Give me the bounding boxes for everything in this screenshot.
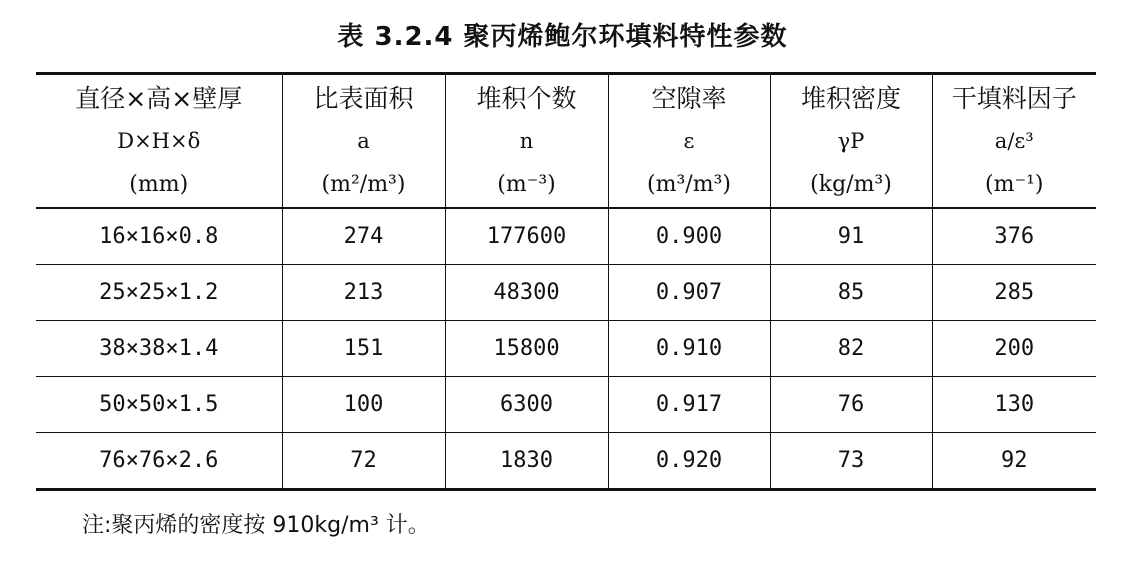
header-packing-count: 堆积个数 [445, 74, 608, 120]
unit-specific-surface: (m²/m³) [282, 162, 445, 208]
symbol-dimension: D×H×δ [36, 119, 282, 162]
cell-specific-surface: 213 [282, 265, 445, 321]
header-dry-packing-factor: 干填料因子 [932, 74, 1096, 120]
cell-dry-packing-factor: 376 [932, 208, 1096, 265]
cell-dimension: 76×76×2.6 [36, 433, 282, 490]
table-row [36, 265, 1096, 321]
table-row [36, 321, 1096, 377]
header-row-units [36, 162, 1096, 208]
table-row [36, 433, 1096, 490]
symbol-packing-count: n [445, 119, 608, 162]
header-dimension: 直径×高×壁厚 [36, 74, 282, 120]
cell-packing-count: 6300 [445, 377, 608, 433]
symbol-specific-surface: a [282, 119, 445, 162]
cell-specific-surface: 274 [282, 208, 445, 265]
cell-packing-count: 1830 [445, 433, 608, 490]
unit-void-fraction: (m³/m³) [608, 162, 770, 208]
header-row-names [36, 74, 1096, 120]
cell-packing-count: 15800 [445, 321, 608, 377]
cell-specific-surface: 100 [282, 377, 445, 433]
symbol-void-fraction: ε [608, 119, 770, 162]
cell-dry-packing-factor: 92 [932, 433, 1096, 490]
cell-dry-packing-factor: 130 [932, 377, 1096, 433]
cell-void-fraction: 0.920 [608, 433, 770, 490]
cell-bulk-density: 85 [770, 265, 932, 321]
cell-dimension: 50×50×1.5 [36, 377, 282, 433]
packing-parameters-table [36, 72, 1096, 491]
cell-bulk-density: 91 [770, 208, 932, 265]
symbol-dry-packing-factor: a/ε³ [932, 119, 1096, 162]
unit-dry-packing-factor: (m⁻¹) [932, 162, 1096, 208]
table-title: 表 3.2.4 聚丙烯鲍尔环填料特性参数 [337, 22, 788, 52]
cell-packing-count: 48300 [445, 265, 608, 321]
header-void-fraction: 空隙率 [608, 74, 770, 120]
cell-bulk-density: 76 [770, 377, 932, 433]
table-row [36, 377, 1096, 433]
cell-specific-surface: 151 [282, 321, 445, 377]
cell-dimension: 25×25×1.2 [36, 265, 282, 321]
cell-bulk-density: 82 [770, 321, 932, 377]
table-footnote: 注:聚丙烯的密度按 910kg/m³ 计。 [82, 513, 430, 538]
unit-bulk-density: (kg/m³) [770, 162, 932, 208]
cell-specific-surface: 72 [282, 433, 445, 490]
table-row [36, 208, 1096, 265]
cell-dry-packing-factor: 200 [932, 321, 1096, 377]
cell-void-fraction: 0.907 [608, 265, 770, 321]
unit-packing-count: (m⁻³) [445, 162, 608, 208]
cell-dimension: 38×38×1.4 [36, 321, 282, 377]
cell-void-fraction: 0.910 [608, 321, 770, 377]
header-bulk-density: 堆积密度 [770, 74, 932, 120]
cell-void-fraction: 0.900 [608, 208, 770, 265]
cell-dry-packing-factor: 285 [932, 265, 1096, 321]
cell-packing-count: 177600 [445, 208, 608, 265]
cell-void-fraction: 0.917 [608, 377, 770, 433]
unit-dimension: (mm) [36, 162, 282, 208]
cell-dimension: 16×16×0.8 [36, 208, 282, 265]
symbol-bulk-density: γP [770, 119, 932, 162]
header-row-symbols [36, 119, 1096, 162]
header-specific-surface: 比表面积 [282, 74, 445, 120]
cell-bulk-density: 73 [770, 433, 932, 490]
